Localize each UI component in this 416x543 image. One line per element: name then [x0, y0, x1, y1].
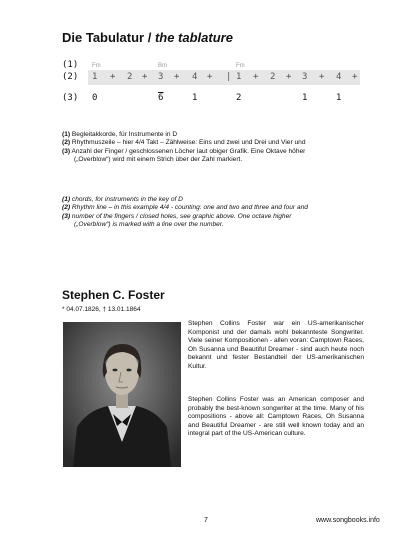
rhythm-cell: 2: [270, 72, 276, 82]
rhythm-cell: +: [110, 72, 116, 82]
page-number: 7: [204, 517, 208, 524]
rhythm-cell: +: [207, 72, 213, 82]
rhythm-cell: +: [174, 72, 180, 82]
note-line: (2) Rhythm line – in this example 4/4 - counting: one and two and three and four and: [62, 204, 308, 212]
rhythm-cell: 1: [92, 72, 98, 82]
rhythm-cell: +: [142, 72, 148, 82]
portrait-image: [63, 322, 181, 467]
composer-portrait: [63, 322, 181, 467]
rhythm-cell: +: [319, 72, 325, 82]
notes-german: [62, 131, 362, 165]
rhythm-cell: 4: [336, 72, 342, 82]
rhythm-cell: 3: [158, 72, 164, 82]
note-line: („Overblow“) wird mit einem Strich über der Zahl markiert.: [74, 156, 243, 164]
rhythm-cell: +: [352, 72, 358, 82]
note-line: (2) Rhythmuszeile – hier 4/4 Takt – Zählweise: Eins und zwei und Drei und Vier und: [62, 139, 306, 147]
rhythm-cell: 4: [192, 72, 198, 82]
composer-name: Stephen C. Foster: [62, 288, 165, 302]
row-label-1: (1): [62, 60, 79, 70]
note-line: (3) number of the fingers / closed holes, see graphic above. One octave higher: [62, 212, 292, 220]
note-line: (1) Begleitakkorde, für Instrumente in D: [62, 131, 178, 138]
chord-1: Fm: [92, 63, 101, 69]
rhythm-cell: +: [253, 72, 259, 82]
finger-cell: 0: [92, 93, 98, 103]
rhythm-cell: 1: [236, 72, 242, 82]
finger-cell: 1: [302, 93, 308, 103]
row-label-3: (3): [62, 93, 79, 103]
chord-2: Bm: [158, 63, 167, 69]
tablature-heading: [62, 30, 233, 45]
notes-english: [62, 196, 362, 230]
finger-cell-overblow: 6: [158, 93, 164, 103]
finger-cell: 1: [336, 93, 342, 103]
rhythm-cell: 3: [302, 72, 308, 82]
finger-cell: 1: [192, 93, 198, 103]
rhythm-cell: |: [226, 72, 232, 82]
rhythm-cell: +: [286, 72, 292, 82]
note-line: („Overblow“) is marked with a line over the number.: [74, 221, 224, 229]
heading-de: Die Tabulatur /: [62, 30, 155, 45]
rhythm-cell: 2: [127, 72, 133, 82]
note-line: (3) Anzahl der Finger / geschlossenen Löcher laut obiger Grafik. Eine Oktave höher: [62, 147, 306, 155]
footer-website: www.songbooks.info: [316, 517, 380, 524]
note-line: (1) chords, for instruments in the key of D: [62, 196, 183, 203]
heading-en: the tablature: [154, 30, 233, 45]
bio-english: Stephen Collins Foster was an American composer and probably the best-known songwriter at the time. Many of his compositions - above all: Camptown Races, Oh Susanna and Beautiful Dreamer - are still well known today and an integral part of the US-American culture.: [188, 396, 364, 438]
composer-dates: * 04.07.1826, † 13.01.1864: [62, 306, 141, 313]
bio-german: Stephen Collins Foster war ein US-amerikanischer Komponist und der damals wohl bekannteste Songwriter. Viele seiner Kompositionen - allen voran: Camptown Races, Oh Susanna und Beautiful Dreamer - sind auch heute noch bekannt und fester Bestandteil der US-amerikanischen Kultur.: [188, 320, 364, 370]
chord-3: Fm: [236, 63, 245, 69]
row-label-2: (2): [62, 72, 79, 82]
finger-cell: 2: [236, 93, 242, 103]
